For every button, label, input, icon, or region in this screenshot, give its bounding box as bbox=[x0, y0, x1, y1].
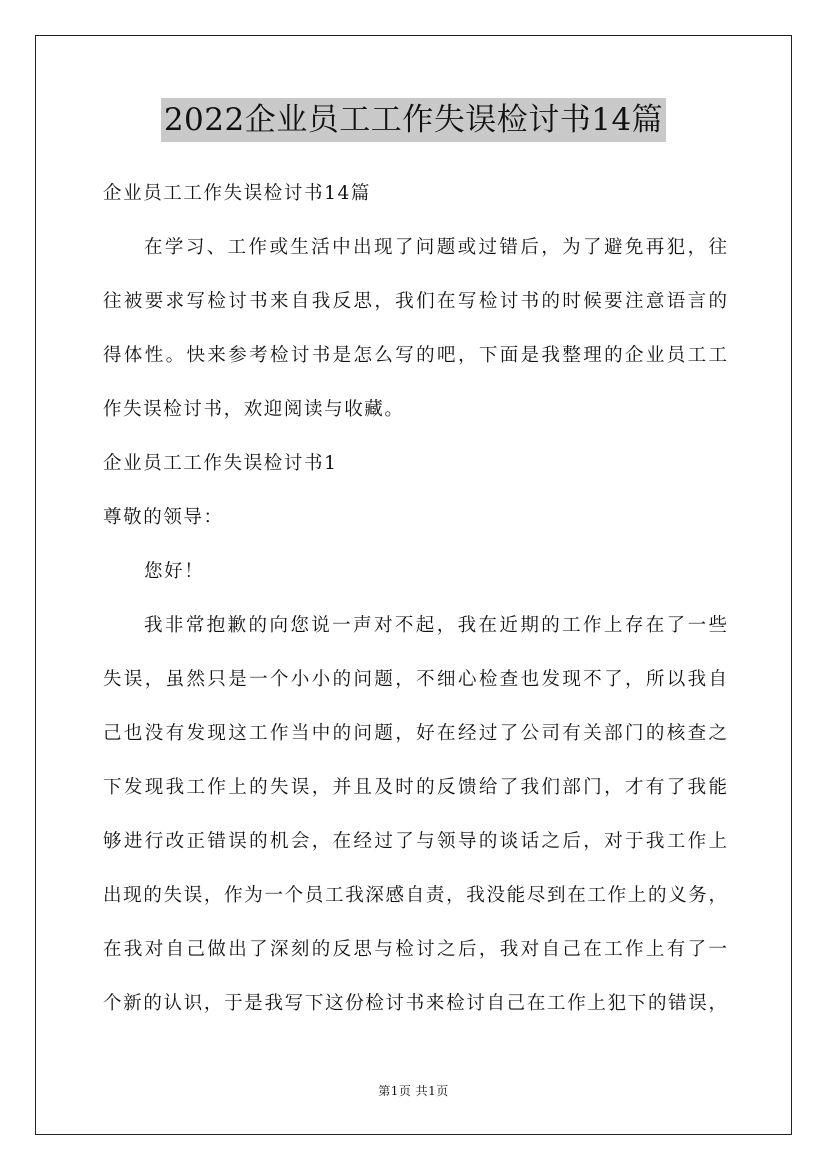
body-line-2: 失误，虽然只是一个小小的问题，不细心检查也发现不了，所以我自 bbox=[103, 669, 727, 690]
page-footer: 第1页 共1页 bbox=[378, 1084, 449, 1098]
body-line-7: 在我对自己做出了深刻的反思与检讨之后，我对自己在工作上有了一 bbox=[103, 939, 727, 960]
subtitle: 企业员工工作失误检讨书14篇 bbox=[103, 183, 371, 204]
intro-line-1: 在学习、工作或生活中出现了问题或过错后，为了避免再犯，往 bbox=[144, 237, 727, 258]
intro-line-3: 得体性。快来参考检讨书是怎么写的吧，下面是我整理的企业员工工 bbox=[103, 345, 727, 366]
title-container bbox=[0, 98, 827, 142]
document-title: 2022企业员工工作失误检讨书14篇 bbox=[161, 98, 666, 142]
body-line-8: 个新的认识，于是我写下这份检讨书来检讨自己在工作上犯下的错误， bbox=[103, 993, 727, 1014]
body-line-1: 我非常抱歉的向您说一声对不起，我在近期的工作上存在了一些 bbox=[144, 615, 727, 636]
greeting: 您好！ bbox=[144, 561, 205, 582]
body-line-6: 出现的失误，作为一个员工我深感自责，我没能尽到在工作上的义务， bbox=[103, 885, 727, 906]
body-line-5: 够进行改正错误的机会，在经过了与领导的谈话之后，对于我工作上 bbox=[103, 831, 727, 852]
salutation: 尊敬的领导： bbox=[103, 507, 224, 528]
section-heading: 企业员工工作失误检讨书1 bbox=[103, 453, 338, 474]
body-line-3: 己也没有发现这工作当中的问题，好在经过了公司有关部门的核查之 bbox=[103, 723, 727, 744]
intro-line-4: 作失误检讨书，欢迎阅读与收藏。 bbox=[103, 399, 405, 420]
intro-line-2: 往被要求写检讨书来自我反思，我们在写检讨书的时候要注意语言的 bbox=[103, 291, 727, 312]
body-line-4: 下发现我工作上的失误，并且及时的反馈给了我们部门，才有了我能 bbox=[103, 777, 727, 798]
